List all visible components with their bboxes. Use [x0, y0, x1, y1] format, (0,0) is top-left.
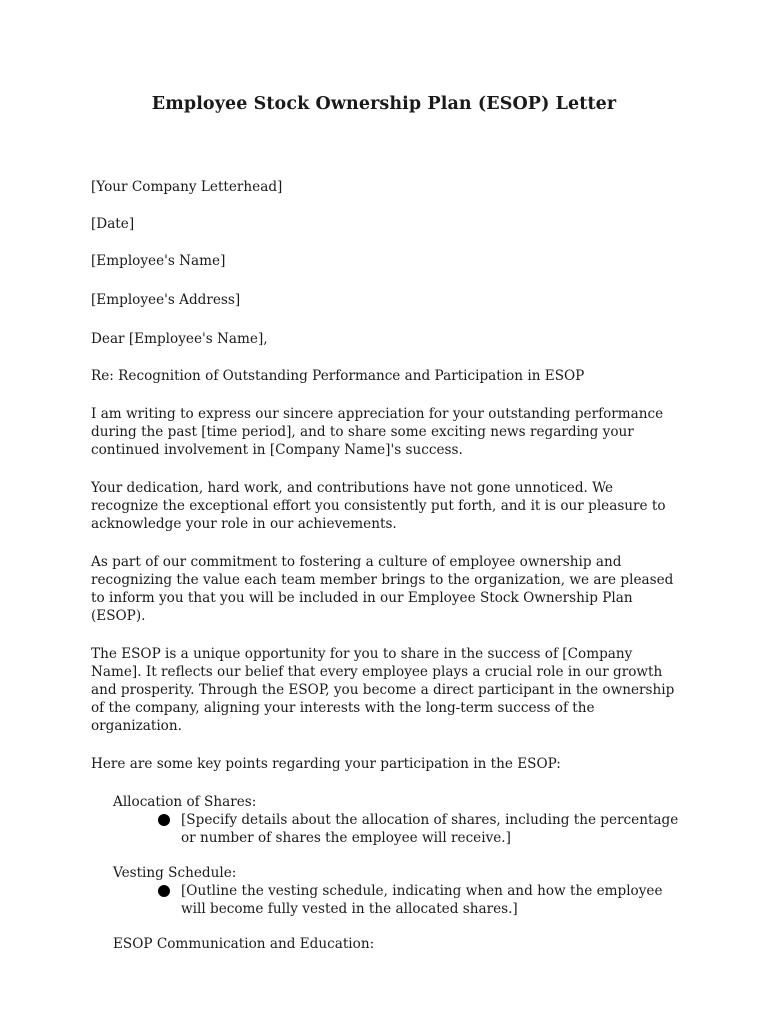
employee-address-placeholder: [Employee's Address]: [91, 292, 241, 308]
paragraph: I am writing to express our sincere appreciation for your outstanding performance during the past [time period], and to share some exciting news regarding your continued involvement in [Company Name]'s success.: [91, 406, 664, 458]
section-heading: Allocation of Shares:: [113, 794, 257, 810]
section-heading: ESOP Communication and Education:: [113, 936, 375, 952]
bullet-icon: [158, 814, 170, 826]
paragraph: The ESOP is a unique opportunity for you to share in the success of [Company Name]. It reflects our belief that every employee plays a crucial role in our growth and prosperity. Through the ESOP, you become a direct participant in the ownership of the company, aligning your interests with the long-term success of the organization.: [91, 646, 675, 734]
paragraph: Your dedication, hard work, and contributions have not gone unnoticed. We recognize the exceptional effort you consistently put forth, and it is our pleasure to acknowledge your role in our achievements.: [91, 480, 666, 532]
paragraph: As part of our commitment to fostering a culture of employee ownership and recognizing the value each team member brings to the organization, we are pleased to inform you that you will be included in our Employee Stock Ownership Plan (ESOP).: [91, 554, 674, 624]
list-item-text: [Outline the vesting schedule, indicating when and how the employee will become fully vested in the allocated shares.]: [181, 883, 663, 917]
paragraph: Here are some key points regarding your participation in the ESOP:: [91, 756, 561, 772]
document-title: Employee Stock Ownership Plan (ESOP) Letter: [151, 94, 617, 114]
letter-body: [91, 178, 681, 953]
salutation: Dear [Employee's Name],: [91, 331, 268, 347]
list-item: [91, 882, 681, 918]
list-item: [91, 811, 681, 847]
section-heading: Vesting Schedule:: [113, 865, 237, 881]
list-item-text: [Specify details about the allocation of shares, including the percentage or number of shares the employee will receive.]: [181, 812, 679, 846]
subject-line: Re: Recognition of Outstanding Performance and Participation in ESOP: [91, 368, 585, 384]
date-placeholder: [Date]: [91, 216, 135, 232]
letterhead-placeholder: [Your Company Letterhead]: [91, 179, 283, 195]
bullet-icon: [158, 885, 170, 897]
employee-name-placeholder: [Employee's Name]: [91, 253, 226, 269]
